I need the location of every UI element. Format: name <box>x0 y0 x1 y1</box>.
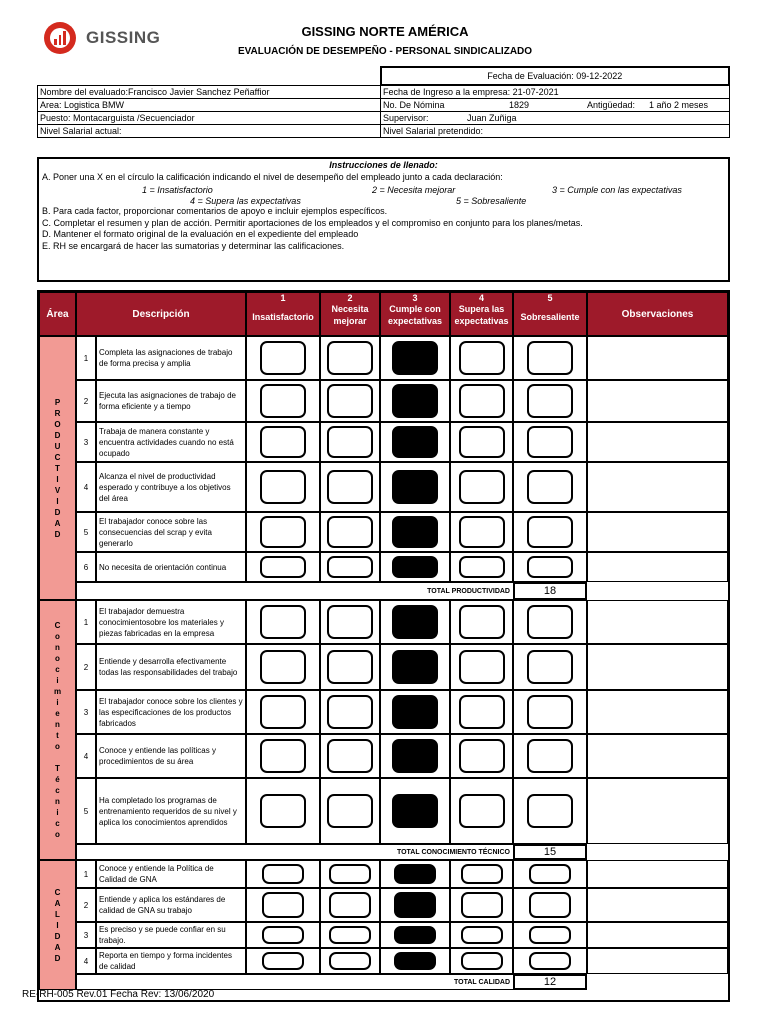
area-label-conocimiento: C o n o c i m i e n t o T é c n i c o <box>39 600 76 860</box>
item-number: 2 <box>76 644 96 690</box>
rating-option-3[interactable] <box>392 470 438 504</box>
rating-option-4[interactable] <box>459 650 505 684</box>
rating-option-4[interactable] <box>461 952 503 970</box>
instruction-b: B. Para cada factor, proporcionar comentarios de apoyo e incluir ejemplos específicos. <box>42 206 388 216</box>
item-description: Trabaja de manera constante y encuentra actividades cuando no está ocupado <box>96 422 246 462</box>
scale-1: 1 = Insatisfactorio <box>142 185 213 195</box>
employee-name: Nombre del evaluado:Francisco Javier Sanchez Peñaffior <box>38 85 381 99</box>
rating-option-5[interactable] <box>527 470 573 504</box>
rating-option-2[interactable] <box>327 556 373 578</box>
rating-option-5[interactable] <box>529 952 571 970</box>
rating-option-1[interactable] <box>260 794 306 828</box>
rating-option-2[interactable] <box>327 695 373 729</box>
col-header-1: 1 Insatisfactorio <box>246 292 320 336</box>
total-label-conocimiento: TOTAL CONOCIMIENTO TÉCNICO <box>396 848 510 856</box>
rating-option-2[interactable] <box>327 516 373 548</box>
item-number: 2 <box>76 888 96 922</box>
seniority-label: Antigüedad: <box>587 100 636 110</box>
rating-option-3[interactable] <box>392 794 438 828</box>
rating-option-3[interactable] <box>392 695 438 729</box>
form-footer: RE-RH-005 Rev.01 Fecha Rev: 13/06/2020 <box>22 989 215 1000</box>
document-title: GISSING NORTE AMÉRICA <box>301 24 469 39</box>
col-header-5: 5 Sobresaliente <box>513 292 587 336</box>
rating-option-4[interactable] <box>459 341 505 375</box>
observations-cell[interactable] <box>587 690 728 734</box>
observations-cell[interactable] <box>587 380 728 422</box>
rating-option-1[interactable] <box>260 650 306 684</box>
rating-option-2[interactable] <box>327 470 373 504</box>
observations-cell[interactable] <box>587 948 728 974</box>
target-salary-level: Nivel Salarial pretendido: <box>381 125 730 138</box>
area-label-productividad: P R O D U C T I V I D A D <box>39 336 76 600</box>
observations-cell[interactable] <box>587 422 728 462</box>
observations-cell[interactable] <box>587 734 728 778</box>
rating-option-4[interactable] <box>459 794 505 828</box>
col-header-2: 2 Necesita mejorar <box>320 292 380 336</box>
observations-cell[interactable] <box>587 644 728 690</box>
rating-option-1[interactable] <box>262 864 304 884</box>
scale-4: 4 = Supera las expectativas <box>190 196 301 206</box>
rating-option-2[interactable] <box>327 384 373 418</box>
item-description: Ejecuta las asignaciones de trabajo de forma eficiente y a tiempo <box>96 380 246 422</box>
rating-option-3[interactable] <box>392 516 438 548</box>
item-description: El trabajador demuestra conocimientosobre los materiales y piezas fabricadas en la empresa <box>96 600 246 644</box>
rating-option-5[interactable] <box>527 341 573 375</box>
item-description: Completa las asignaciones de trabajo de forma precisa y amplia <box>96 336 246 380</box>
rating-option-5[interactable] <box>527 605 573 639</box>
logo-text: GISSING <box>86 28 161 47</box>
item-number: 5 <box>76 512 96 552</box>
rating-option-1[interactable] <box>260 739 306 773</box>
rating-option-4[interactable] <box>459 739 505 773</box>
rating-option-3[interactable] <box>394 892 436 918</box>
instruction-d: D. Mantener el formato original de la evaluación en el expediente del empleado <box>42 229 359 239</box>
scale-5: 5 = Sobresaliente <box>456 196 527 206</box>
rating-option-5[interactable] <box>527 794 573 828</box>
rating-option-3[interactable] <box>394 952 436 970</box>
rating-option-2[interactable] <box>327 341 373 375</box>
instruction-c: C. Completar el resumen y plan de acción. Permitir aportaciones de los empleados y el compromiso en conjunto para los planes/metas. <box>42 217 583 228</box>
rating-option-1[interactable] <box>260 470 306 504</box>
rating-option-3[interactable] <box>392 556 438 578</box>
item-description: El trabajador conoce sobre las consecuencias del scrap y evita generarlo <box>96 512 246 552</box>
scale-3: 3 = Cumple con las expectativas <box>552 185 682 195</box>
observations-cell[interactable] <box>587 778 728 844</box>
rating-option-3[interactable] <box>392 605 438 639</box>
observations-cell[interactable] <box>587 512 728 552</box>
col-header-description: Descripción <box>76 292 246 336</box>
col-header-4: 4 Supera las expectativas <box>450 292 513 336</box>
rating-option-3[interactable] <box>392 650 438 684</box>
rating-option-4[interactable] <box>459 470 505 504</box>
observations-cell[interactable] <box>587 888 728 922</box>
observations-cell[interactable] <box>587 336 728 380</box>
rating-option-4[interactable] <box>461 864 503 884</box>
observations-cell[interactable] <box>587 922 728 948</box>
rating-option-5[interactable] <box>527 556 573 578</box>
rating-option-5[interactable] <box>529 864 571 884</box>
rating-option-4[interactable] <box>459 516 505 548</box>
rating-option-2[interactable] <box>329 926 371 944</box>
item-description: Es preciso y se puede confiar en su trabajo. <box>96 922 246 948</box>
instruction-a: A. Poner una X en el círculo la calificación indicando el nivel de desempeño del empleado junto a cada declaración: <box>42 171 503 182</box>
item-number: 3 <box>76 922 96 948</box>
rating-option-2[interactable] <box>329 892 371 918</box>
item-number: 4 <box>76 462 96 512</box>
col-header-3: 3 Cumple con expectativas <box>380 292 450 336</box>
rating-option-4[interactable] <box>459 556 505 578</box>
employee-area: Area: Logistica BMW <box>38 99 381 112</box>
rating-option-1[interactable] <box>260 341 306 375</box>
rating-option-2[interactable] <box>327 794 373 828</box>
rating-option-1[interactable] <box>260 556 306 578</box>
observations-cell[interactable] <box>587 600 728 644</box>
item-description: Ha completado los programas de entrenamiento requeridos de su nivel y aplica los conocimientos aprendidos <box>96 778 246 844</box>
rating-option-5[interactable] <box>529 926 571 944</box>
rating-option-1[interactable] <box>260 695 306 729</box>
rating-option-3[interactable] <box>394 926 436 944</box>
rating-option-2[interactable] <box>327 650 373 684</box>
total-value-calidad: 12 <box>513 974 587 990</box>
observations-cell[interactable] <box>587 552 728 582</box>
item-description: Conoce y entiende las políticas y procedimientos de su área <box>96 734 246 778</box>
col-header-area: Área <box>39 292 76 336</box>
area-label-calidad: C A L I D A D <box>39 860 76 990</box>
rating-option-1[interactable] <box>260 426 306 458</box>
evaluation-date: Fecha de Evaluación: 09-12-2022 <box>381 67 730 85</box>
item-number: 2 <box>76 380 96 422</box>
item-description: Alcanza el nivel de productividad esperado y contribuye a los objetivos del área <box>96 462 246 512</box>
current-salary-level: Nivel Salarial actual: <box>38 125 381 138</box>
total-label-productividad: TOTAL PRODUCTIVIDAD <box>427 587 510 595</box>
item-number: 3 <box>76 690 96 734</box>
hire-date: Fecha de Ingreso a la empresa: 21-07-2021 <box>381 85 730 99</box>
rating-option-3[interactable] <box>392 426 438 458</box>
supervisor-label: Supervisor: <box>383 113 429 123</box>
scale-2: 2 = Necesita mejorar <box>372 185 456 195</box>
item-description: Entiende y desarrolla efectivamente todas las responsabilidades del trabajo <box>96 644 246 690</box>
payroll-label: No. De Nómina <box>383 100 445 110</box>
rating-option-1[interactable] <box>262 892 304 918</box>
evaluation-grid <box>37 290 730 1002</box>
employee-info-table <box>37 66 730 138</box>
rating-option-5[interactable] <box>527 516 573 548</box>
rating-option-4[interactable] <box>461 926 503 944</box>
item-number: 5 <box>76 778 96 844</box>
payroll-number: 1829 <box>509 100 530 110</box>
supervisor-row <box>381 112 730 125</box>
rating-option-3[interactable] <box>392 739 438 773</box>
supervisor-name: Juan Zuñiga <box>467 113 517 123</box>
rating-option-5[interactable] <box>527 739 573 773</box>
rating-option-4[interactable] <box>459 605 505 639</box>
item-number: 1 <box>76 860 96 888</box>
rating-option-5[interactable] <box>527 695 573 729</box>
item-description: Entiende y aplica los estándares de calidad de GNA su trabajo <box>96 888 246 922</box>
observations-cell[interactable] <box>587 860 728 888</box>
payroll-row <box>381 99 730 112</box>
item-number: 1 <box>76 336 96 380</box>
rating-option-2[interactable] <box>329 952 371 970</box>
seniority-value: 1 año 2 meses <box>649 100 709 110</box>
rating-option-2[interactable] <box>329 864 371 884</box>
gissing-logo <box>44 22 174 56</box>
total-value-productividad: 18 <box>513 582 587 600</box>
item-number: 3 <box>76 422 96 462</box>
rating-option-5[interactable] <box>527 426 573 458</box>
instruction-e: E. RH se encargará de hacer las sumatorias y determinar las calificaciones. <box>42 240 345 251</box>
document-subtitle: EVALUACIÓN DE DESEMPEÑO - PERSONAL SINDICALIZADO <box>237 46 533 57</box>
total-label-calidad: TOTAL CALIDAD <box>454 978 510 986</box>
rating-option-2[interactable] <box>327 605 373 639</box>
col-header-observations: Observaciones <box>587 292 728 336</box>
instructions-box <box>37 157 730 282</box>
rating-option-1[interactable] <box>262 952 304 970</box>
rating-option-4[interactable] <box>459 695 505 729</box>
instructions-title: Instrucciones de llenado: <box>329 160 438 170</box>
item-number: 6 <box>76 552 96 582</box>
item-number: 4 <box>76 948 96 974</box>
item-number: 1 <box>76 600 96 644</box>
employee-position: Puesto: Montacarguista /Secuenciador <box>38 112 381 125</box>
rating-option-1[interactable] <box>260 516 306 548</box>
rating-option-5[interactable] <box>529 892 571 918</box>
item-number: 4 <box>76 734 96 778</box>
rating-option-3[interactable] <box>394 864 436 884</box>
rating-option-1[interactable] <box>260 384 306 418</box>
rating-option-1[interactable] <box>260 605 306 639</box>
rating-option-4[interactable] <box>459 384 505 418</box>
rating-option-3[interactable] <box>392 384 438 418</box>
item-description: Reporta en tiempo y forma incidentes de calidad <box>96 948 246 974</box>
rating-option-4[interactable] <box>461 892 503 918</box>
rating-option-5[interactable] <box>527 650 573 684</box>
observations-cell[interactable] <box>587 462 728 512</box>
rating-option-4[interactable] <box>459 426 505 458</box>
item-description: Conoce y entiende la Política de Calidad de GNA <box>96 860 246 888</box>
rating-option-5[interactable] <box>527 384 573 418</box>
total-value-conocimiento: 15 <box>513 844 587 860</box>
item-description: El trabajador conoce sobre los clientes y las especificaciones de los productos fabricados <box>96 690 246 734</box>
rating-option-3[interactable] <box>392 341 438 375</box>
rating-option-1[interactable] <box>262 926 304 944</box>
rating-option-2[interactable] <box>327 739 373 773</box>
item-description: No necesita de orientación continua <box>96 552 246 582</box>
rating-scale <box>42 183 725 206</box>
rating-option-2[interactable] <box>327 426 373 458</box>
